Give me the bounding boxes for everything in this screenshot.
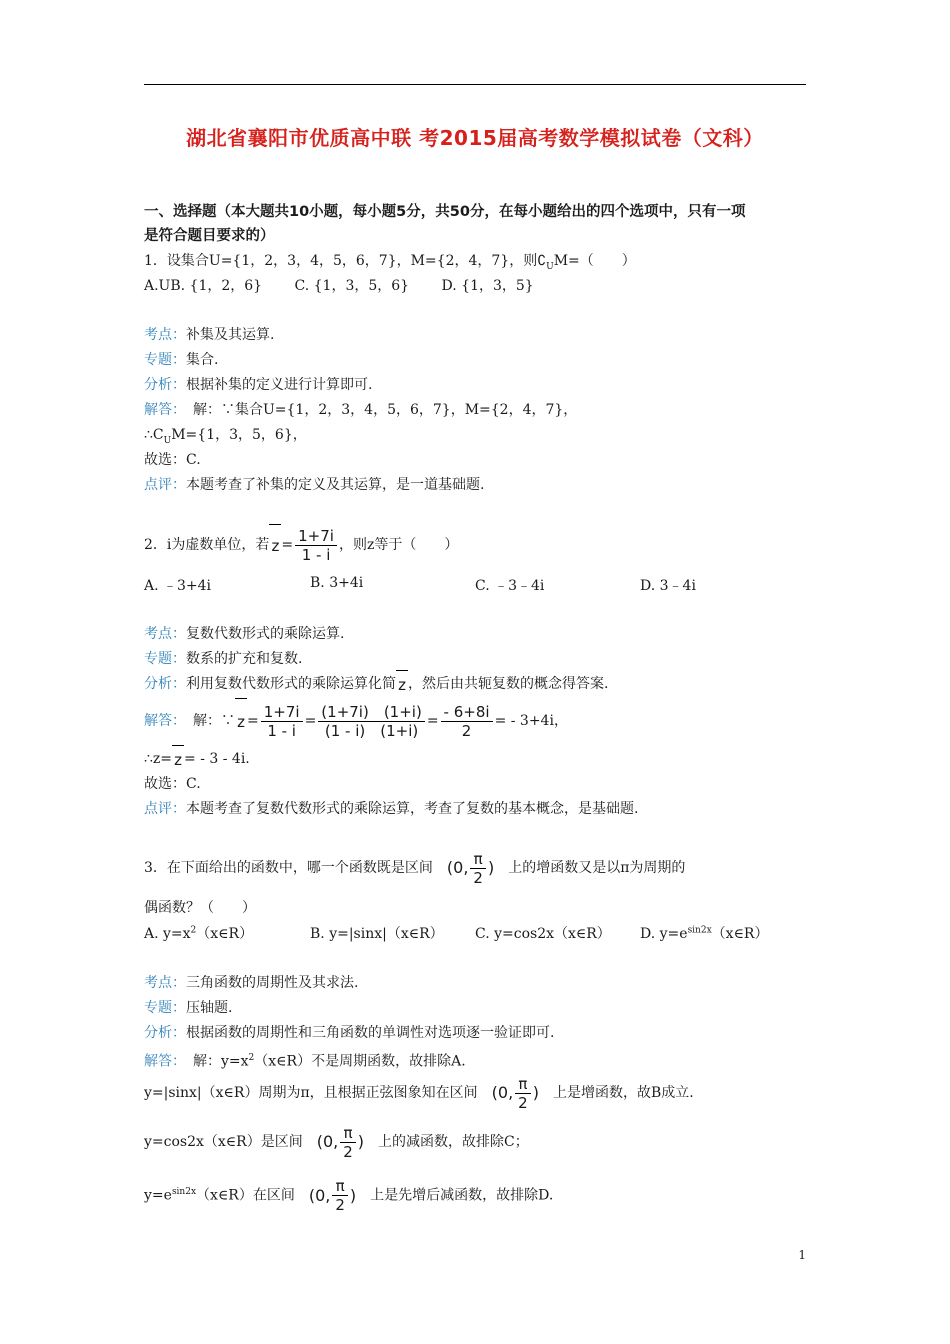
- q1-fenxi: 分析：根据补集的定义进行计算即可.: [144, 377, 373, 393]
- q1-jieda-line2: $\therefore C_UM=\{1$，3，5，6}，: [144, 427, 307, 446]
- q2-kaodian: 考点：复数代数形式的乘除运算.: [144, 626, 345, 642]
- q3-kaodian: 考点：三角函数的周期性及其求法.: [144, 975, 359, 991]
- q3-option-d: D. $y=e^{sin2x}(x\in R)$: [640, 925, 769, 942]
- q3-option-a: A. $y=x^2(x\in R)$: [144, 925, 254, 942]
- q2-option-a: A. ﹣3+4i: [144, 578, 212, 594]
- q2-zhuanti: 专题：数系的扩充和复数.: [144, 651, 303, 667]
- q1-dianping: 点评：本题考查了补集的定义及其运算，是一道基础题.: [144, 477, 485, 493]
- q2-option-d: D. 3﹣4i: [640, 578, 696, 594]
- q2-option-c: C. ﹣3﹣4i: [475, 578, 545, 594]
- q1-kaodian: 考点：补集及其运算.: [144, 327, 275, 343]
- q2-jieda: 解答： 解：∵ z = $\frac{1+7i}{1 - i}$ = $\frac{(1+7i) (1+i)}{(1 - i) (1+i)}$ = $\frac{- 6+8i}{2}$ = - 3+4i，: [144, 698, 568, 744]
- page-title: 湖北省襄阳市优质高中联 考2015届高考数学模拟试卷（文科）: [186, 126, 764, 150]
- q2-jieda-line3: 故选：C.: [144, 776, 201, 792]
- q3-fenxi: 分析：根据函数的周期性和三角函数的单调性对选项逐一验证即可.: [144, 1025, 555, 1041]
- q2-option-b: B. 3+4i: [310, 575, 364, 591]
- q3-stem-line2: 偶函数？（ ）: [144, 900, 256, 916]
- q1-jieda: 解答： 解：∵集合U={1，2，3，4，5，6，7}，M={2，4，7}，: [144, 402, 578, 418]
- q3-jieda-line2: y=|sinx|（x∈R）周期为π，且根据正弦图象知在区间 (0, $\frac{\pi}{2}$ ) 上是增函数，故B成立.: [144, 1074, 694, 1112]
- q2-stem: 2．i为虚数单位，若 z = $\frac{1+7i}{1 - i}$ ，则z等于（ ）: [144, 524, 458, 566]
- q2-dianping: 点评：本题考查了复数代数形式的乘除运算，考查了复数的基本概念，是基础题.: [144, 801, 639, 817]
- q3-stem: 3．在下面给出的函数中，哪一个函数既是区间 (0, $\frac{\pi}{2}$ ) 上的增函数又是以π为周期的: [144, 849, 686, 887]
- q3-jieda-line3: y=cos2x（x∈R）是区间 (0, $\frac{\pi}{2}$ ) 上的减函数，故排除C；: [144, 1123, 529, 1161]
- q3-jieda: 解答： 解：$y=x^2(x\in R)$不是周期函数，故排除A.: [144, 1053, 466, 1070]
- q2-fenxi: 分析：利用复数代数形式的乘除运算化简 z ，然后由共轭复数的概念得答案.: [144, 670, 608, 698]
- section-heading-line1: 一、选择题（本大题共10小题，每小题5分，共50分，在每小题给出的四个选项中，只有一项: [144, 204, 746, 220]
- q3-option-c: C. y=cos2x（x∈R）: [475, 926, 611, 942]
- q3-jieda-line4: $y=e^{sin2x}(x\in R)$在区间 (0, $\frac{\pi}{2}$ ) 上是先增后减函数，故排除D.: [144, 1177, 554, 1215]
- q1-jieda-line3: 故选：C.: [144, 452, 201, 468]
- q2-fraction: $\frac{1+7i}{1 - i}$: [295, 527, 337, 564]
- q1-stem: 1．设集合U={1，2，3，4，5，6，7}，M={2，4，7}，则$∁_UM=$（ ）: [144, 253, 636, 272]
- page-number: 1: [798, 1248, 806, 1262]
- section-heading-line2: 是符合题目要求的）: [144, 228, 275, 244]
- q1-options: A.UB. {1，2，6} C. {1，3，5，6} D. {1，3，5}: [144, 278, 534, 294]
- q2-jieda-line2: ∴z= z = - 3 - 4i.: [144, 745, 250, 773]
- z-conjugate: z: [269, 524, 281, 566]
- q3-option-b: B. y=|sinx|（x∈R）: [310, 926, 444, 942]
- q3-zhuanti: 专题：压轴题.: [144, 1000, 233, 1016]
- header-rule: [144, 84, 806, 85]
- q1-zhuanti: 专题：集合.: [144, 352, 219, 368]
